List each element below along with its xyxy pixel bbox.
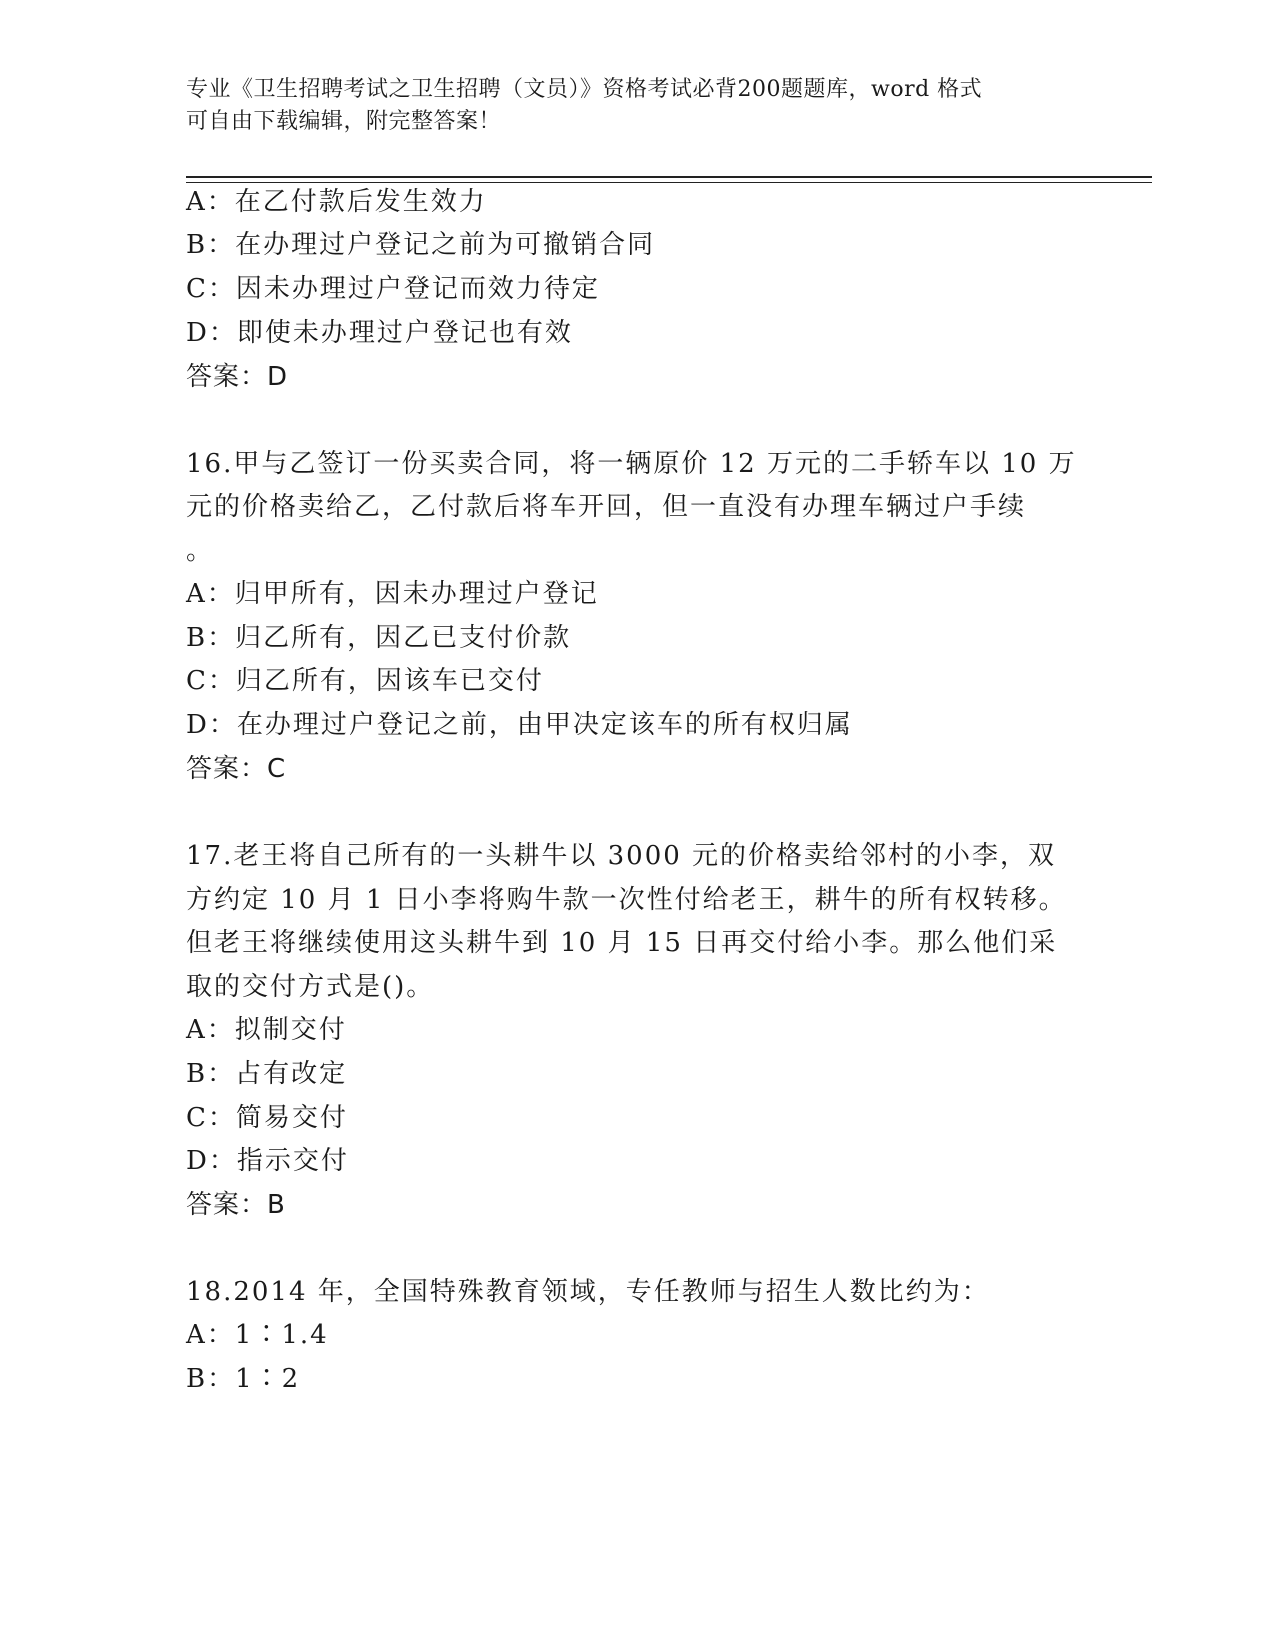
question-stem-line: 但老王将继续使用这头耕牛到 10 月 15 日再交付给小李。那么他们采: [186, 928, 1058, 958]
option-a: A：拟制交付: [186, 1015, 347, 1045]
answer: 答案：C: [186, 754, 287, 784]
header-rule-thick: [186, 176, 1152, 178]
option-d: D：在办理过户登记之前，由甲决定该车的所有权归属: [186, 710, 853, 740]
option-b: B：归乙所有，因乙已支付价款: [186, 623, 572, 653]
option-b: B：在办理过户登记之前为可撤销合同: [186, 230, 656, 260]
title-line-2: 可自由下载编辑，附完整答案！: [186, 109, 502, 134]
header-rule-thin: [186, 182, 1152, 183]
question-stem-line: 方约定 10 月 1 日小李将购牛款一次性付给老王，耕牛的所有权转移。: [186, 885, 1067, 915]
option-b: B：1∶2: [186, 1364, 301, 1394]
option-b: B：占有改定: [186, 1059, 348, 1089]
title-line-1: 专业《卫生招聘考试之卫生招聘（文员）》资格考试必背200题题库，word 格式: [186, 77, 983, 102]
option-c: C：归乙所有，因该车已交付: [186, 666, 544, 696]
question-stem-line: 取的交付方式是()。: [186, 972, 435, 1002]
option-c: C：因未办理过户登记而效力待定: [186, 274, 600, 304]
option-d: D：指示交付: [186, 1146, 349, 1176]
answer: 答案：B: [186, 1190, 286, 1220]
question-stem-line: 18.2014 年，全国特殊教育领域，专任教师与招生人数比约为：: [186, 1277, 990, 1307]
document-title: [186, 74, 1086, 138]
option-a: A：归甲所有，因未办理过户登记: [186, 579, 599, 609]
option-c: C：简易交付: [186, 1103, 348, 1133]
question-stem-line: 元的价格卖给乙，乙付款后将车开回，但一直没有办理车辆过户手续: [186, 492, 1027, 522]
option-d: D：即使未办理过户登记也有效: [186, 318, 573, 348]
question-stem-line: 。: [186, 536, 215, 566]
question-stem-line: 16.甲与乙签订一份买卖合同，将一辆原价 12 万元的二手轿车以 10 万: [186, 449, 1077, 479]
option-a: A：在乙付款后发生效力: [186, 187, 487, 217]
question-stem-line: 17.老王将自己所有的一头耕牛以 3000 元的价格卖给邻村的小李，双: [186, 841, 1057, 871]
answer: 答案：D: [186, 362, 289, 392]
option-a: A：1∶1.4: [186, 1320, 329, 1350]
